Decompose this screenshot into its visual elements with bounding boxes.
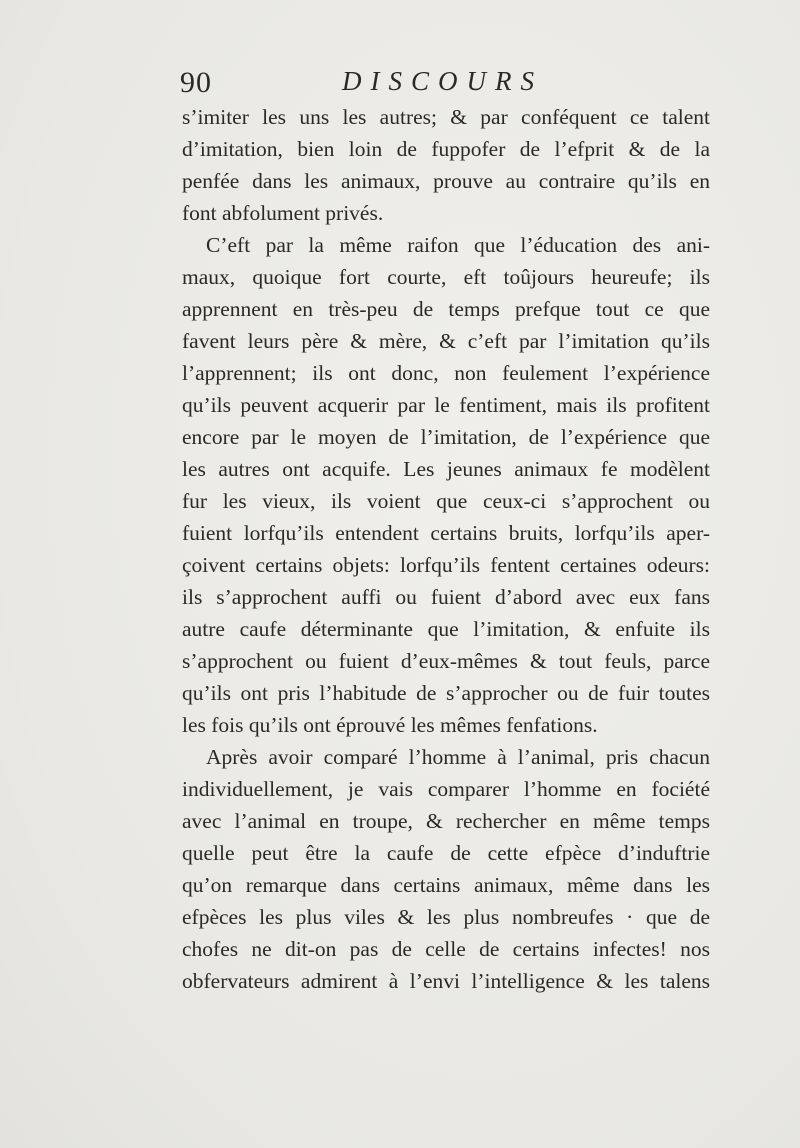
- text-line: C’eft par la même raifon que l’éducation des ani-: [206, 233, 710, 257]
- text-line: autre caufe déterminante que l’imitation, & enfuite ils: [182, 617, 710, 641]
- text-line: s’approchent ou fuient d’eux-mêmes & tout feuls, parce: [182, 649, 710, 673]
- text-line: avec l’animal en troupe, & rechercher en même temps: [182, 809, 710, 833]
- text-line: çoivent certains objets: lorfqu’ils fentent certaines odeurs:: [182, 553, 710, 577]
- text-line: les fois qu’ils ont éprouvé les mêmes fenfations.: [182, 713, 598, 737]
- text-line: qu’ils peuvent acquerir par le fentiment, mais ils profitent: [182, 393, 710, 417]
- text-line: obfervateurs admirent à l’envi l’intelligence & les talens: [182, 969, 710, 993]
- text-line: qu’on remarque dans certains animaux, même dans les: [182, 873, 710, 897]
- text-line: font abfolument privés.: [182, 201, 384, 225]
- text-line: apprennent en très-peu de temps prefque tout ce que: [182, 297, 710, 321]
- text-line: fuient lorfqu’ils entendent certains bruits, lorfqu’ils aper-: [182, 521, 710, 545]
- text-line: qu’ils ont pris l’habitude de s’approcher ou de fuir toutes: [182, 681, 710, 705]
- running-title: DISCOURS: [342, 66, 543, 96]
- page-number: 90: [180, 66, 212, 99]
- text-line: Après avoir comparé l’homme à l’animal, pris chacun: [206, 745, 710, 769]
- text-line: l’apprennent; ils ont donc, non feulement l’expérience: [182, 361, 710, 385]
- text-line: d’imitation, bien loin de fuppofer de l’efprit & de la: [182, 137, 710, 161]
- text-line: maux, quoique fort courte, eft toûjours heureufe; ils: [182, 265, 710, 289]
- text-line: fur les vieux, ils voient que ceux-ci s’approchent ou: [182, 489, 710, 513]
- body-text: [182, 101, 710, 997]
- text-line: les autres ont acquife. Les jeunes animaux fe modèlent: [182, 457, 710, 481]
- text-line: efpèces les plus viles & les plus nombreufes · que de: [182, 905, 710, 929]
- text-line: s’imiter les uns les autres; & par conféquent ce talent: [182, 105, 710, 129]
- text-line: encore par le moyen de l’imitation, de l’expérience que: [182, 425, 710, 449]
- text-line: penfée dans les animaux, prouve au contraire qu’ils en: [182, 169, 710, 193]
- text-line: quelle peut être la caufe de cette efpèce d’induftrie: [182, 841, 710, 865]
- text-line: chofes ne dit-on pas de celle de certains infectes! nos: [182, 937, 710, 961]
- text-line: favent leurs père & mère, & c’eft par l’imitation qu’ils: [182, 329, 710, 353]
- text-line: individuellement, je vais comparer l’homme en fociété: [182, 777, 710, 801]
- text-line: ils s’approchent auffi ou fuient d’abord avec eux fans: [182, 585, 710, 609]
- page-header: [180, 66, 740, 106]
